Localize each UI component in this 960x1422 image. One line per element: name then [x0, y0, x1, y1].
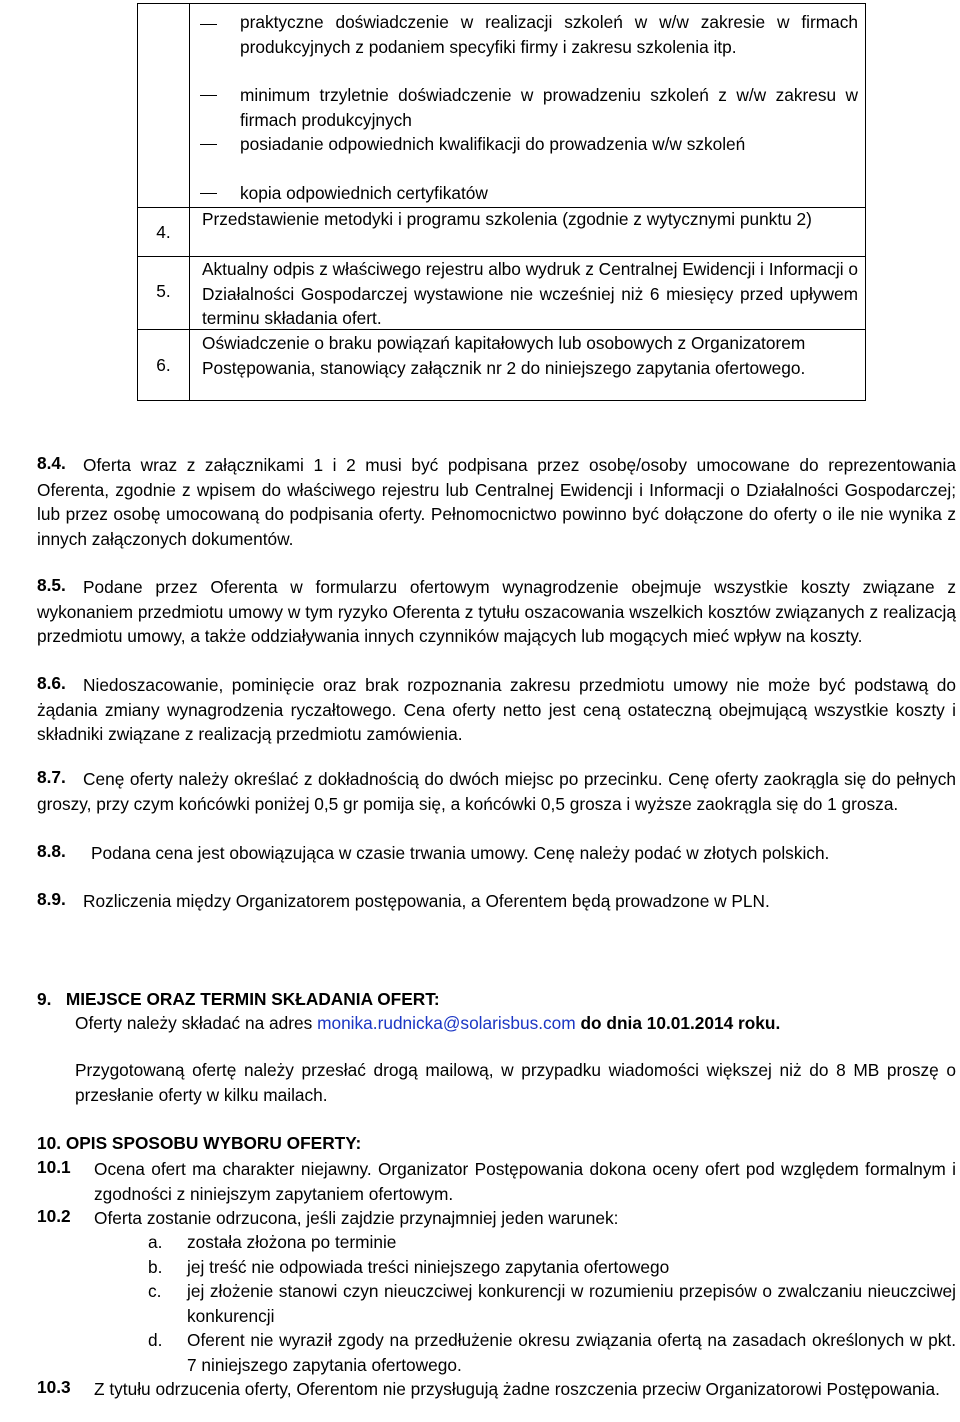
- bullet-item: posiadanie odpowiednich kwalifikacji do prowadzenia w/w szkoleń: [240, 134, 746, 154]
- paragraph: Z tytułu odrzucenia oferty, Oferentom nie przysługują żadne roszczenia przeciw Organizatorowi Postępowania.: [94, 1379, 940, 1399]
- section-number: 8.8.: [37, 841, 66, 861]
- paragraph: Podana cena jest obowiązująca w czasie trwania umowy. Cenę należy podać w złotych polskich.: [91, 843, 830, 863]
- bullet-item: kopia odpowiednich certyfikatów: [240, 183, 488, 203]
- submission-text: Oferty należy składać na adres: [75, 1013, 318, 1033]
- deadline-text: do dnia 10.01.2014 roku.: [575, 1013, 781, 1033]
- requirements-table: [137, 3, 866, 401]
- paragraph: Oferta zostanie odrzucona, jeśli zajdzie przynajmniej jeden warunek:: [94, 1208, 619, 1228]
- paragraph: Rozliczenia między Organizatorem postępowania, a Oferentem będą prowadzone w PLN.: [83, 891, 770, 911]
- row-text: Aktualny odpis z właściwego rejestru albo wydruk z Centralnej Ewidencji i Informacji o Działalności Gospodarczej wystawione nie wcześniej niż 6 miesięcy przed upływem terminu składania ofert.: [202, 259, 859, 328]
- paragraph: Podane przez Oferenta w formularzu ofertowym wynagrodzenie obejmuje wszystkie koszty związane z wykonaniem przedmiotu umowy w tym ryzyko Oferenta z tytułu oszacowania wszelkich kosztów związanych z realizacją przedmiotu umowy, a także oddziaływania innych czynników mających lub mogących mieć wpływ na koszty.: [37, 577, 956, 646]
- item-number: 10.2: [37, 1206, 71, 1226]
- row-text: Oświadczenie o braku powiązań kapitałowych lub osobowych z Organizatorem Postępowania, stanowiący załącznik nr 2 do niniejszego zapytania ofertowego.: [202, 333, 806, 378]
- list-item: została złożona po terminie: [187, 1232, 397, 1252]
- list-letter: d.: [148, 1330, 163, 1350]
- dash-bullet: [200, 95, 217, 96]
- row-number: 5.: [156, 281, 171, 301]
- dash-bullet: [200, 24, 217, 25]
- list-item: jej złożenie stanowi czyn nieuczciwej konkurencji w rozumieniu przepisów o zwalczaniu nieuczciwej konkurencji: [187, 1281, 956, 1326]
- table-column-divider: [189, 4, 190, 400]
- paragraph: Oferta wraz z załącznikami 1 i 2 musi być podpisana przez osobę/osoby umocowane do reprezentowania Oferenta, zgodnie z wpisem do właściwego rejestru lub Centralnej Ewidencji i Informacji o Działalności Gospodarczej; lub przez osobę umocowaną do podpisania oferty. Pełnomocnictwo powinno być dołączone do oferty o ile nie wynika z innych załączonych dokumentów.: [37, 455, 956, 549]
- item-number: 10.3: [37, 1377, 71, 1397]
- section-number: 8.5.: [37, 575, 66, 595]
- list-letter: a.: [148, 1232, 163, 1252]
- list-letter: b.: [148, 1257, 163, 1277]
- row-number: 4.: [156, 222, 171, 242]
- section-number: 8.7.: [37, 767, 66, 787]
- section-heading: 10. OPIS SPOSOBU WYBORU OFERTY:: [37, 1133, 362, 1153]
- item-number: 10.1: [37, 1157, 71, 1177]
- submission-line: [75, 1011, 780, 1036]
- bullet-item: minimum trzyletnie doświadczenie w prowadzeniu szkoleń z w/w zakresu w firmach produkcyjnych: [240, 85, 858, 130]
- email-link[interactable]: monika.rudnicka@solarisbus.com: [317, 1013, 576, 1033]
- section-number: 8.6.: [37, 673, 66, 693]
- section-number: 8.9.: [37, 889, 66, 909]
- paragraph: Ocena ofert ma charakter niejawny. Organizator Postępowania dokona oceny ofert pod względem formalnym i zgodności z niniejszym zapytaniem ofertowym.: [94, 1159, 956, 1204]
- paragraph: Przygotowaną ofertę należy przesłać drogą mailową, w przypadku wiadomości większej niż do 8 MB proszę o przesłanie oferty w kilku mailach.: [75, 1060, 956, 1105]
- dash-bullet: [200, 193, 217, 194]
- row-number: 6.: [156, 355, 171, 375]
- list-item: jej treść nie odpowiada treści niniejszego zapytania ofertowego: [187, 1257, 670, 1277]
- dash-bullet: [200, 144, 217, 145]
- paragraph: Cenę oferty należy określać z dokładnością do dwóch miejsc po przecinku. Cenę oferty zaokrągla się do pełnych groszy, przy czym końcówki poniżej 0,5 gr pomija się, a końcówki 0,5 grosza i wyższe zaokrągla się do 1 grosza.: [37, 769, 956, 814]
- paragraph: Niedoszacowanie, pominięcie oraz brak rozpoznania zakresu przedmiotu umowy nie może być podstawą do żądania zmiany wynagrodzenia ryczałtowego. Cena oferty netto jest ceną ostateczną obejmującą wszystkie koszty i składniki związane z realizacją przedmiotu zamówienia.: [37, 675, 956, 744]
- section-number: 8.4.: [37, 453, 66, 473]
- row-text: Przedstawienie metodyki i programu szkolenia (zgodnie z wytycznymi punktu 2): [202, 209, 812, 229]
- bullet-item: praktyczne doświadczenie w realizacji szkoleń w w/w zakresie w firmach produkcyjnych z podaniem specyfiki firmy i zakresu szkolenia itp.: [240, 12, 858, 57]
- list-item: Oferent nie wyraził zgody na przedłużenie okresu związania ofertą na zasadach określonych w pkt. 7 niniejszego zapytania ofertowego.: [187, 1330, 956, 1375]
- list-letter: c.: [148, 1281, 162, 1301]
- section-heading: 9. MIEJSCE ORAZ TERMIN SKŁADANIA OFERT:: [37, 989, 440, 1009]
